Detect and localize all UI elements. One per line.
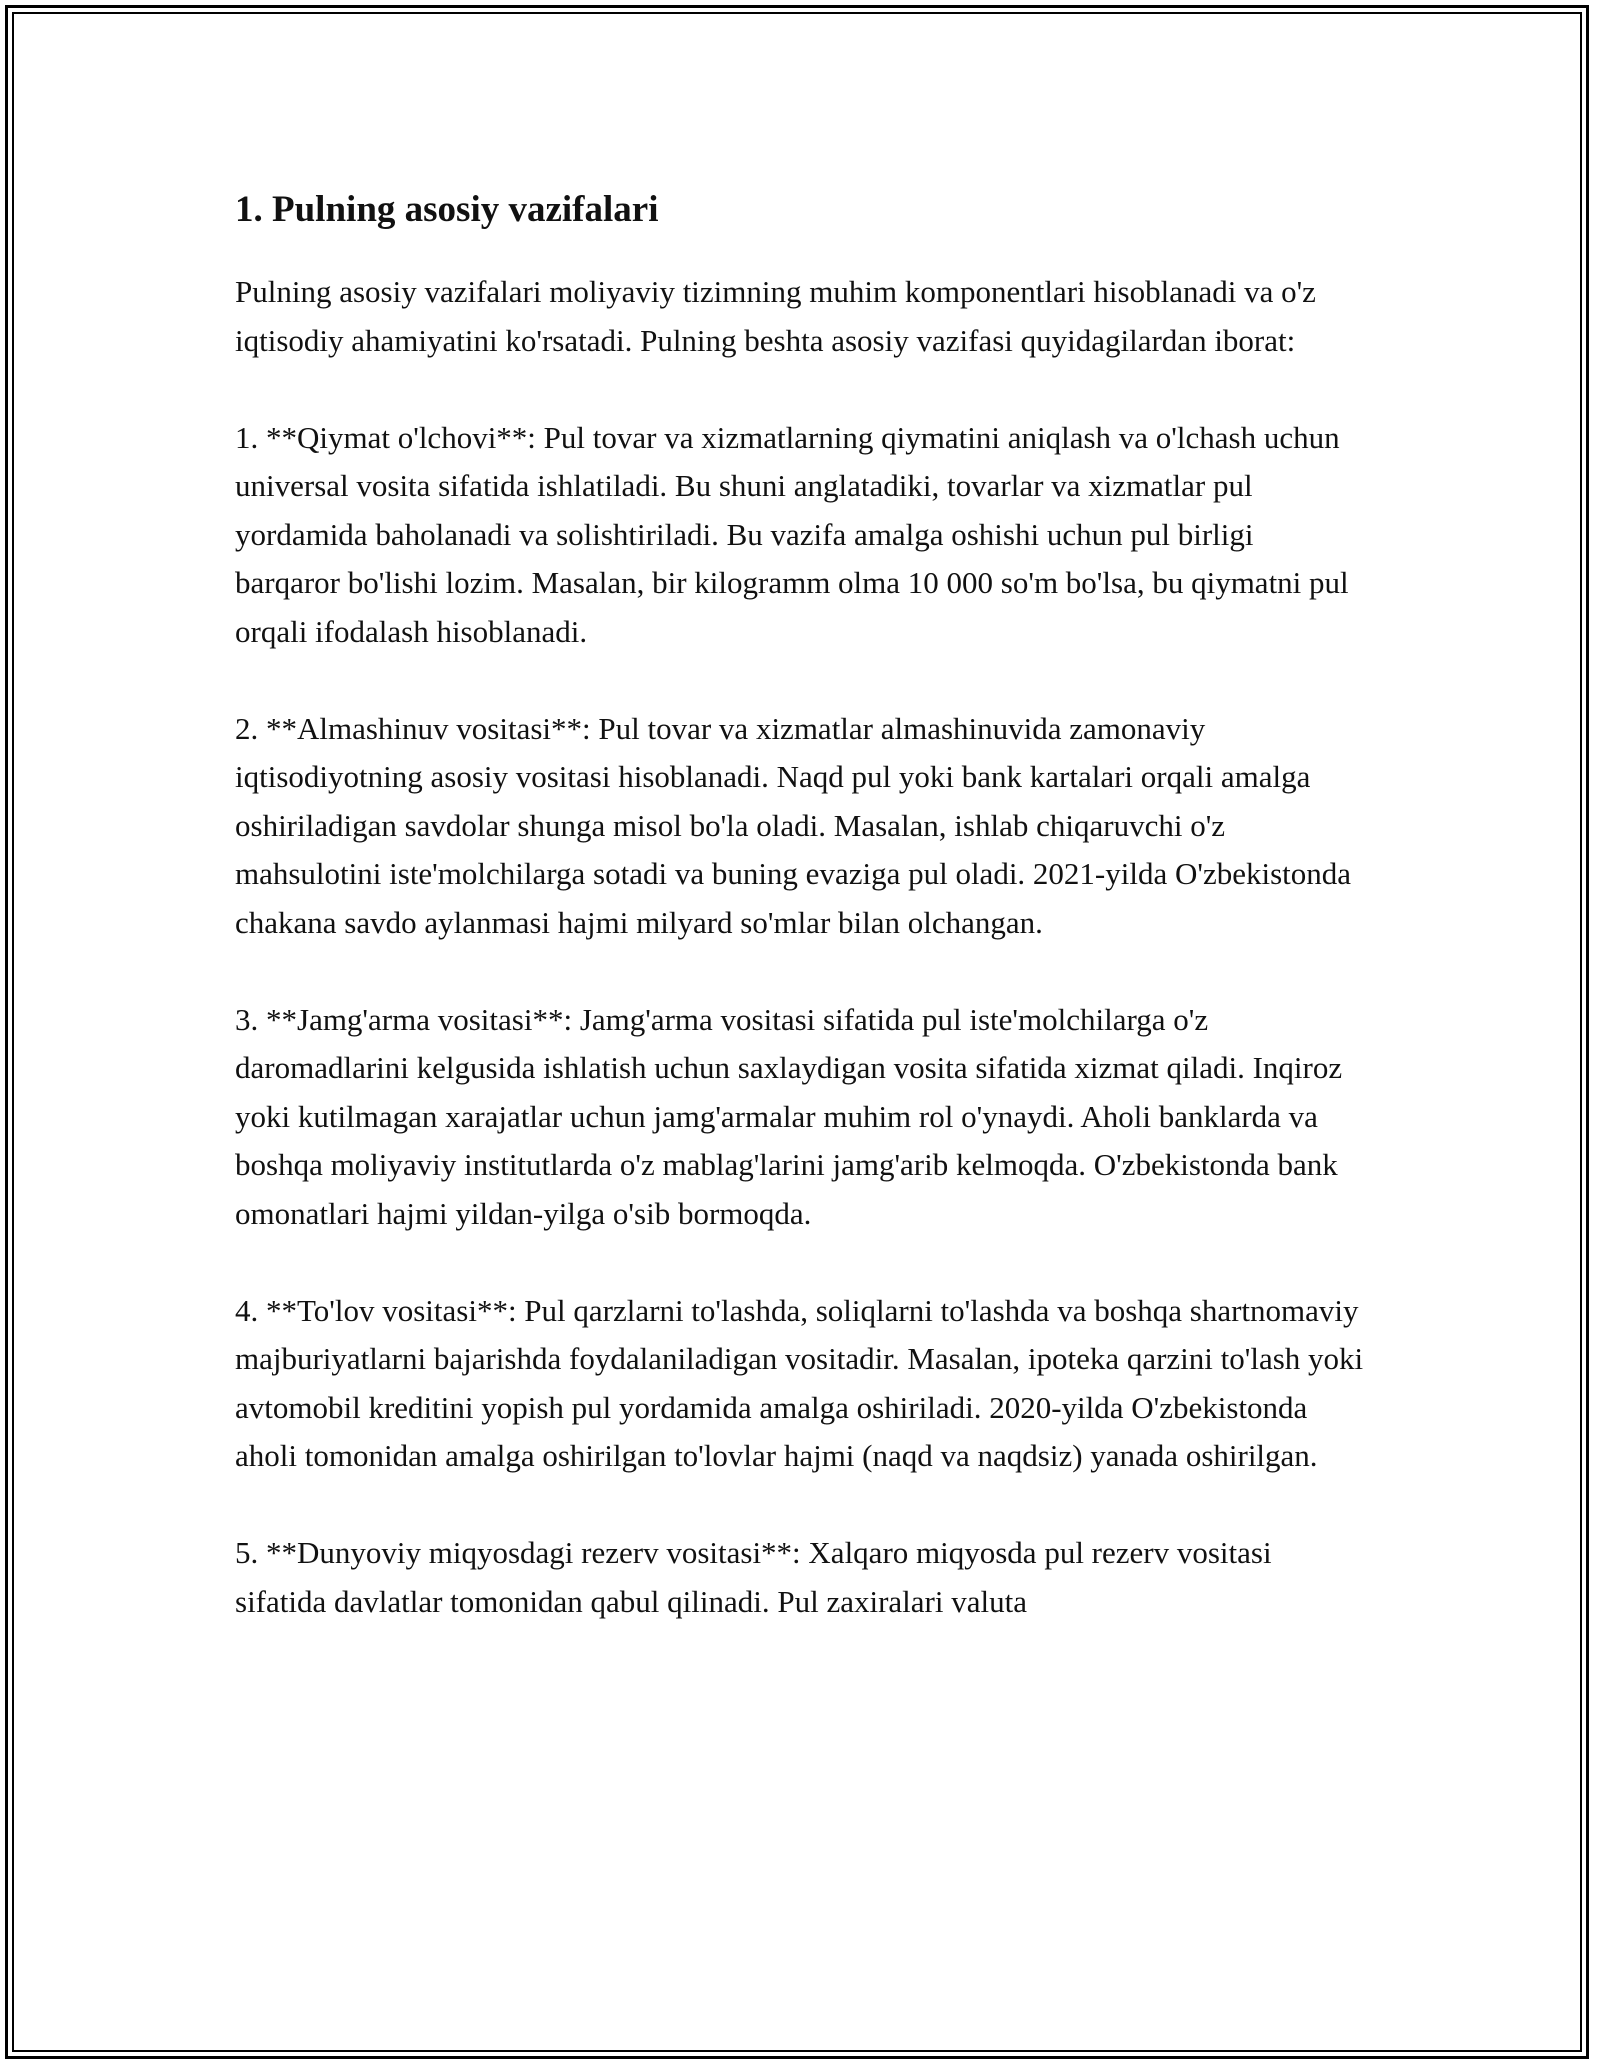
document-body	[235, 186, 1365, 1675]
paragraph-tolov-vositasi: 4. **To'lov vositasi**: Pul qarzlarni to'lashda, soliqlarni to'lashda va boshqa shartnomaviy majburiyatlarni bajarishda foydalaniladigan vositadir. Masalan, ipoteka qarzini to'lash yoki avtomobil kreditini yopish pul yordamida amalga oshiriladi. 2020-yilda O'zbekistonda aholi tomonidan amalga oshirilgan to'lovlar hajmi (naqd va naqdsiz) yanada oshirilgan.	[235, 1292, 1364, 1474]
paragraph-almashinuv-vositasi: 2. **Almashinuv vositasi**: Pul tovar va xizmatlar almashinuvida zamonaviy iqtisodiyotning asosiy vositasi hisoblanadi. Naqd pul yoki bank kartalari orqali amalga oshiriladigan savdolar shunga misol bo'la oladi. Masalan, ishlab chiqaruvchi o'z mahsulotini iste'molchilarga sotadi va buning evaziga pul oladi. 2021-yilda O'zbekistonda chakana savdo aylanmasi hajmi milyard so'mlar bilan olchangan.	[235, 710, 1352, 940]
document-title: 1. Pulning asosiy vazifalari	[235, 189, 659, 230]
paragraph-rezerv-vositasi: 5. **Dunyoviy miqyosdagi rezerv vositasi**: Xalqaro miqyosda pul rezerv vositasi sifatida davlatlar tomonidan qabul qilinadi. Pul zaxiralari valuta	[235, 1535, 1272, 1619]
paragraph-qiymat-olchovi: 1. **Qiymat o'lchovi**: Pul tovar va xizmatlarning qiymatini aniqlash va o'lchash uchun universal vosita sifatida ishlatiladi. Bu shuni anglatadiki, tovarlar va xizmatlar pul yordamida baholanadi va solishtiriladi. Bu vazifa amalga oshishi uchun pul birligi barqaror bo'lishi lozim. Masalan, bir kilogramm olma 10 000 so'm bo'lsa, bu qiymatni pul orqali ifodalash hisoblanadi.	[235, 419, 1349, 649]
intro-paragraph: Pulning asosiy vazifalari moliyaviy tizimning muhim komponentlari hisoblanadi va o'z iqtisodiy ahamiyatini ko'rsatadi. Pulning beshta asosiy vazifasi quyidagilardan iborat:	[235, 274, 1316, 358]
paragraph-jamgarma-vositasi: 3. **Jamg'arma vositasi**: Jamg'arma vositasi sifatida pul iste'molchilarga o'z daromadlarini kelgusida ishlatish uchun saxlaydigan vosita sifatida xizmat qiladi. Inqiroz yoki kutilmagan xarajatlar uchun jamg'armalar muhim rol o'ynaydi. Aholi banklarda va boshqa moliyaviy institutlarda o'z mablag'larini jamg'arib kelmoqda. O'zbekistonda bank omonatlari hajmi yildan-yilga o'sib bormoqda.	[235, 1001, 1343, 1231]
